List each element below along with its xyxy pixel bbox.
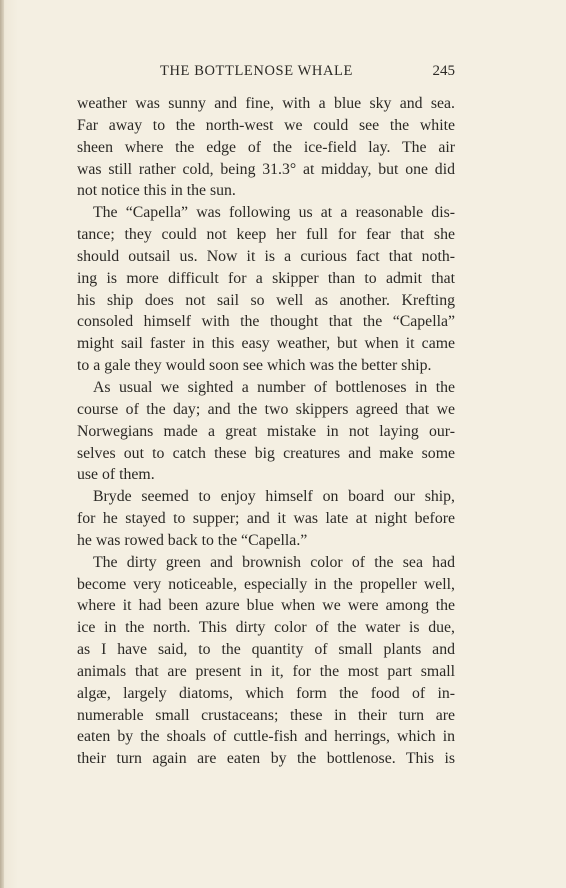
text-line: algæ, largely diatoms, which form the food of in- [77,684,455,702]
text-line: The dirty green and brownish color of the sea had [93,553,455,571]
text-line: consoled himself with the thought that the “Capella” [77,313,455,331]
text-line: numerable small crustaceans; these in their turn are [77,706,455,724]
text-line: as I have said, to the quantity of small plants and [77,641,455,659]
text-line: use of them. [77,466,155,484]
text-line: Norwegians made a great mistake in not laying our- [77,422,455,440]
text-line: their turn again are eaten by the bottlenose. This is [77,750,455,768]
text-line: sheen where the edge of the ice-field lay. The air [77,138,455,156]
text-line: for he stayed to supper; and it was late at night before [77,510,455,528]
text-line: As usual we sighted a number of bottlenoses in the [93,378,455,396]
paragraph [77,202,455,377]
text-line: become very noticeable, especially in the propeller well, [77,575,455,593]
running-head: THE BOTTLENOSE WHALE [160,63,353,79]
text-line: weather was sunny and fine, with a blue sky and sea. [77,95,455,112]
text-line: The “Capella” was following us at a reasonable dis- [93,204,455,222]
text-line: was still rather cold, being 31.3° at midday, but one did [77,160,455,178]
text-line: eaten by the shoals of cuttle-fish and herrings, which in [77,728,455,746]
text-line: Bryde seemed to enjoy himself on board our ship, [93,488,455,506]
text-line: not notice this in the sun. [77,182,236,200]
text-line: to a gale they would soon see which was the better ship. [77,357,432,375]
text-line: he was rowed back to the “Capella.” [77,531,308,549]
text-line: his ship does not sail so well as another. Krefting [77,291,455,309]
text-line: ing is more difficult for a skipper than to admit that [77,269,455,287]
page-header [77,63,455,85]
text-line: tance; they could not keep her full for fear that she [77,226,455,244]
text-line: should outsail us. Now it is a curious fact that noth- [77,247,455,265]
text-line: animals that are present in it, for the most part small [77,662,455,680]
page-number: 245 [432,63,455,79]
text-line: ice in the north. This dirty color of the water is due, [77,619,455,637]
paragraph [77,93,455,202]
text-line: Far away to the north-west we could see the white [77,116,455,134]
paragraph [77,552,455,770]
paragraph [77,486,455,552]
text-line: where it had been azure blue when we were among the [77,597,455,615]
text-line: selves out to catch these big creatures and make some [77,444,455,462]
binding-edge [0,0,4,888]
paragraph [77,377,455,486]
text-line: course of the day; and the two skippers agreed that we [77,400,455,418]
body-text [77,93,455,770]
text-line: might sail faster in this easy weather, but when it came [77,335,455,353]
